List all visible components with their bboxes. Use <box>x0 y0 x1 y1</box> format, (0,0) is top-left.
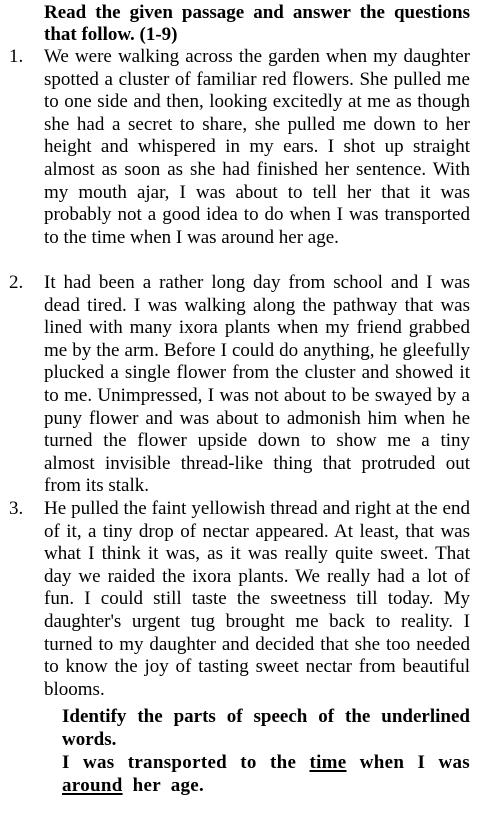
question-sentence <box>62 751 470 797</box>
sentence-part-1: I was transported to the <box>62 752 297 773</box>
paragraph-2: It had been a rather long day from school and I was dead tired. I was walking along the pathway that was lined with many ixora plants when my friend grabbed me by the arm. Before I could do anything, he gleefully plucked a single flower from the cluster and showed it to me. Unimpressed, I was not about to be swayed by a puny flower and was about to admonish him when he turned the flower upside down to show me a tiny almost invisible thread-like thing that protruded out from its stalk. <box>44 272 470 497</box>
paragraph-number-1: 1. <box>9 46 24 67</box>
question-prompt: Identify the parts of speech of the underlined words. <box>62 706 470 750</box>
paragraph-1: We were walking across the garden when my daughter spotted a cluster of familiar red flowers. She pulled me to one side and then, looking excitedly at me as though she had a secret to share, she pulled me down to her height and whispered in my ears. I shot up straight almost as soon as she had finished her sentence. With my mouth ajar, I was about to tell her that it was probably not a good idea to do when I was transported to the time when I was around her age. <box>44 46 470 248</box>
underlined-word-around: around <box>62 775 123 796</box>
paragraph-number-2: 2. <box>9 272 24 293</box>
paragraph-3: He pulled the faint yellowish thread and right at the end of it, a tiny drop of nectar appeared. At least, that was what I think it was, as it was really quite sweet. That day we raided the ixora plants. We really had a lot of fun. I could still taste the sweetness till today. My daughter's urgent tug brought me back to reality. I turned to my daughter and decided that she too needed to know the joy of tasting sweet nectar from beautiful blooms. <box>44 498 470 700</box>
underlined-word-time: time <box>309 752 347 773</box>
sentence-part-3: her age. <box>132 775 205 796</box>
instruction-heading: Read the given passage and answer the questions that follow. (1-9) <box>44 2 470 45</box>
sentence-part-2: when I was <box>359 752 470 773</box>
paragraph-number-3: 3. <box>9 498 24 519</box>
